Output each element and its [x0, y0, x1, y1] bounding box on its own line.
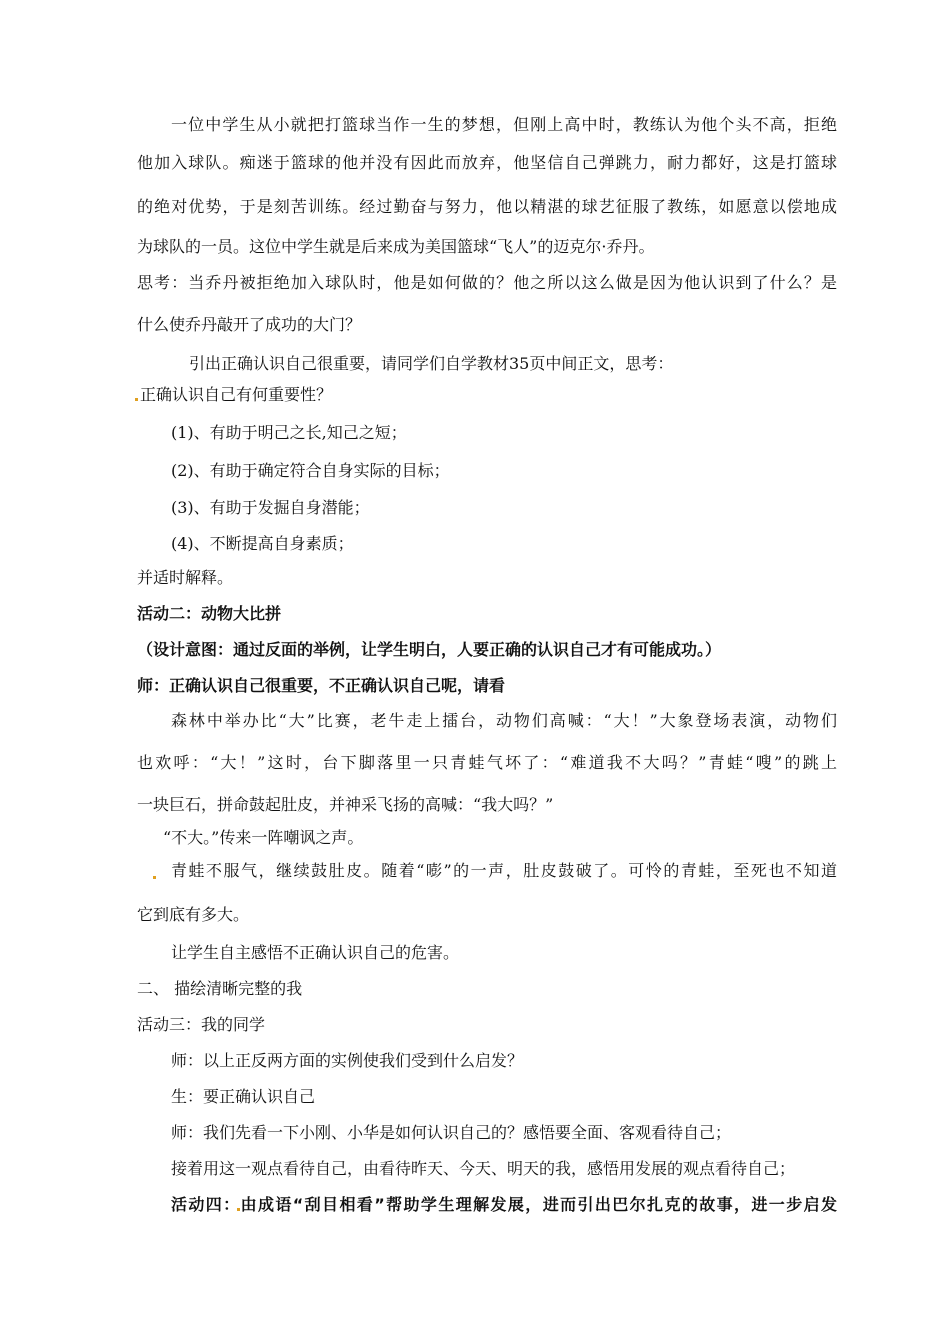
section-heading: 二、 描绘清晰完整的我: [137, 979, 303, 998]
story-line: 森林中举办比“大”比赛，老牛走上擂台，动物们高喊：“大！”大象登场表演，动物们: [171, 711, 837, 730]
dialogue-line: 接着用这一观点看待自己，由看待昨天、今天、明天的我，感悟用发展的观点看待自己；: [171, 1159, 796, 1178]
story-line: 也欢呼：“大！”这时，台下脚落里一只青蛙气坏了：“难道我不大吗？”青蛙“嗖”的跳上: [137, 753, 837, 772]
activity-title: 活动三：我的同学: [137, 1015, 266, 1034]
point-item: (3)、有助于发掘自身潜能；: [171, 498, 370, 517]
story-reply: “不大。”传来一阵嘲讽之声。: [163, 828, 364, 847]
intro-text: 引出正确认识自己很重要，请同学们自学教材35页中间正文，思考：: [189, 354, 674, 373]
paragraph-line: 一位中学生从小就把打篮球当作一生的梦想，但刚上高中时，教练认为他个头不高，拒绝: [171, 115, 837, 134]
dialogue-line: 师：以上正反两方面的实例使我们受到什么启发？: [171, 1051, 524, 1070]
think-question: 什么使乔丹敲开了成功的大门？: [137, 315, 362, 334]
paragraph-line: 他加入球队。痴迷于篮球的他并没有因此而放弃，他坚信自己弹跳力，耐力都好，这是打篮球: [137, 153, 837, 172]
point-item: (4)、不断提高自身素质；: [171, 534, 354, 553]
paragraph-line: 的绝对优势，于是刻苦训练。经过勤奋与努力，他以精湛的球艺征服了教练，如愿意以偿地成: [137, 197, 837, 216]
paragraph-line: 为球队的一员。这位中学生就是后来成为美国篮球“飞人”的迈克尔·乔丹。: [137, 237, 655, 256]
story-line: 青蛙不服气，继续鼓肚皮。随着“嘭”的一声，肚皮鼓破了。可怜的青蛙，至死也不知道: [171, 861, 837, 880]
activity-title: 活动四：由成语“刮目相看”帮助学生理解发展，进而引出巴尔扎克的故事，进一步启发: [171, 1195, 837, 1214]
point-item: (2)、有助于确定符合自身实际的目标；: [171, 461, 450, 480]
activity-title: 活动二：动物大比拼: [137, 604, 282, 623]
reflect-text: 让学生自主感悟不正确认识自己的危害。: [171, 943, 460, 962]
story-line: 它到底有多大。: [137, 905, 250, 924]
question-text: 正确认识自己有何重要性？: [140, 385, 333, 404]
story-line: 一块巨石，拼命鼓起肚皮，并神采飞扬的高喊：“我大吗？”: [137, 795, 554, 814]
teacher-line: 师：正确认识自己很重要，不正确认识自己呢，请看: [137, 676, 506, 695]
design-intent: （设计意图：通过反面的举例，让学生明白，人要正确的认识自己才有可能成功。）: [137, 640, 722, 659]
dialogue-line: 师：我们先看一下小刚、小华是如何认识自己的？感悟要全面、客观看待自己；: [171, 1123, 732, 1142]
dialogue-line: 生：要正确认识自己: [171, 1087, 316, 1106]
edit-mark: [135, 398, 138, 401]
explain-text: 并适时解释。: [137, 568, 234, 587]
think-question: 思考：当乔丹被拒绝加入球队时，他是如何做的？他之所以这么做是因为他认识到了什么？是: [137, 273, 837, 292]
edit-mark: [153, 876, 156, 879]
point-item: (1)、有助于明己之长,知己之短；: [171, 423, 407, 442]
